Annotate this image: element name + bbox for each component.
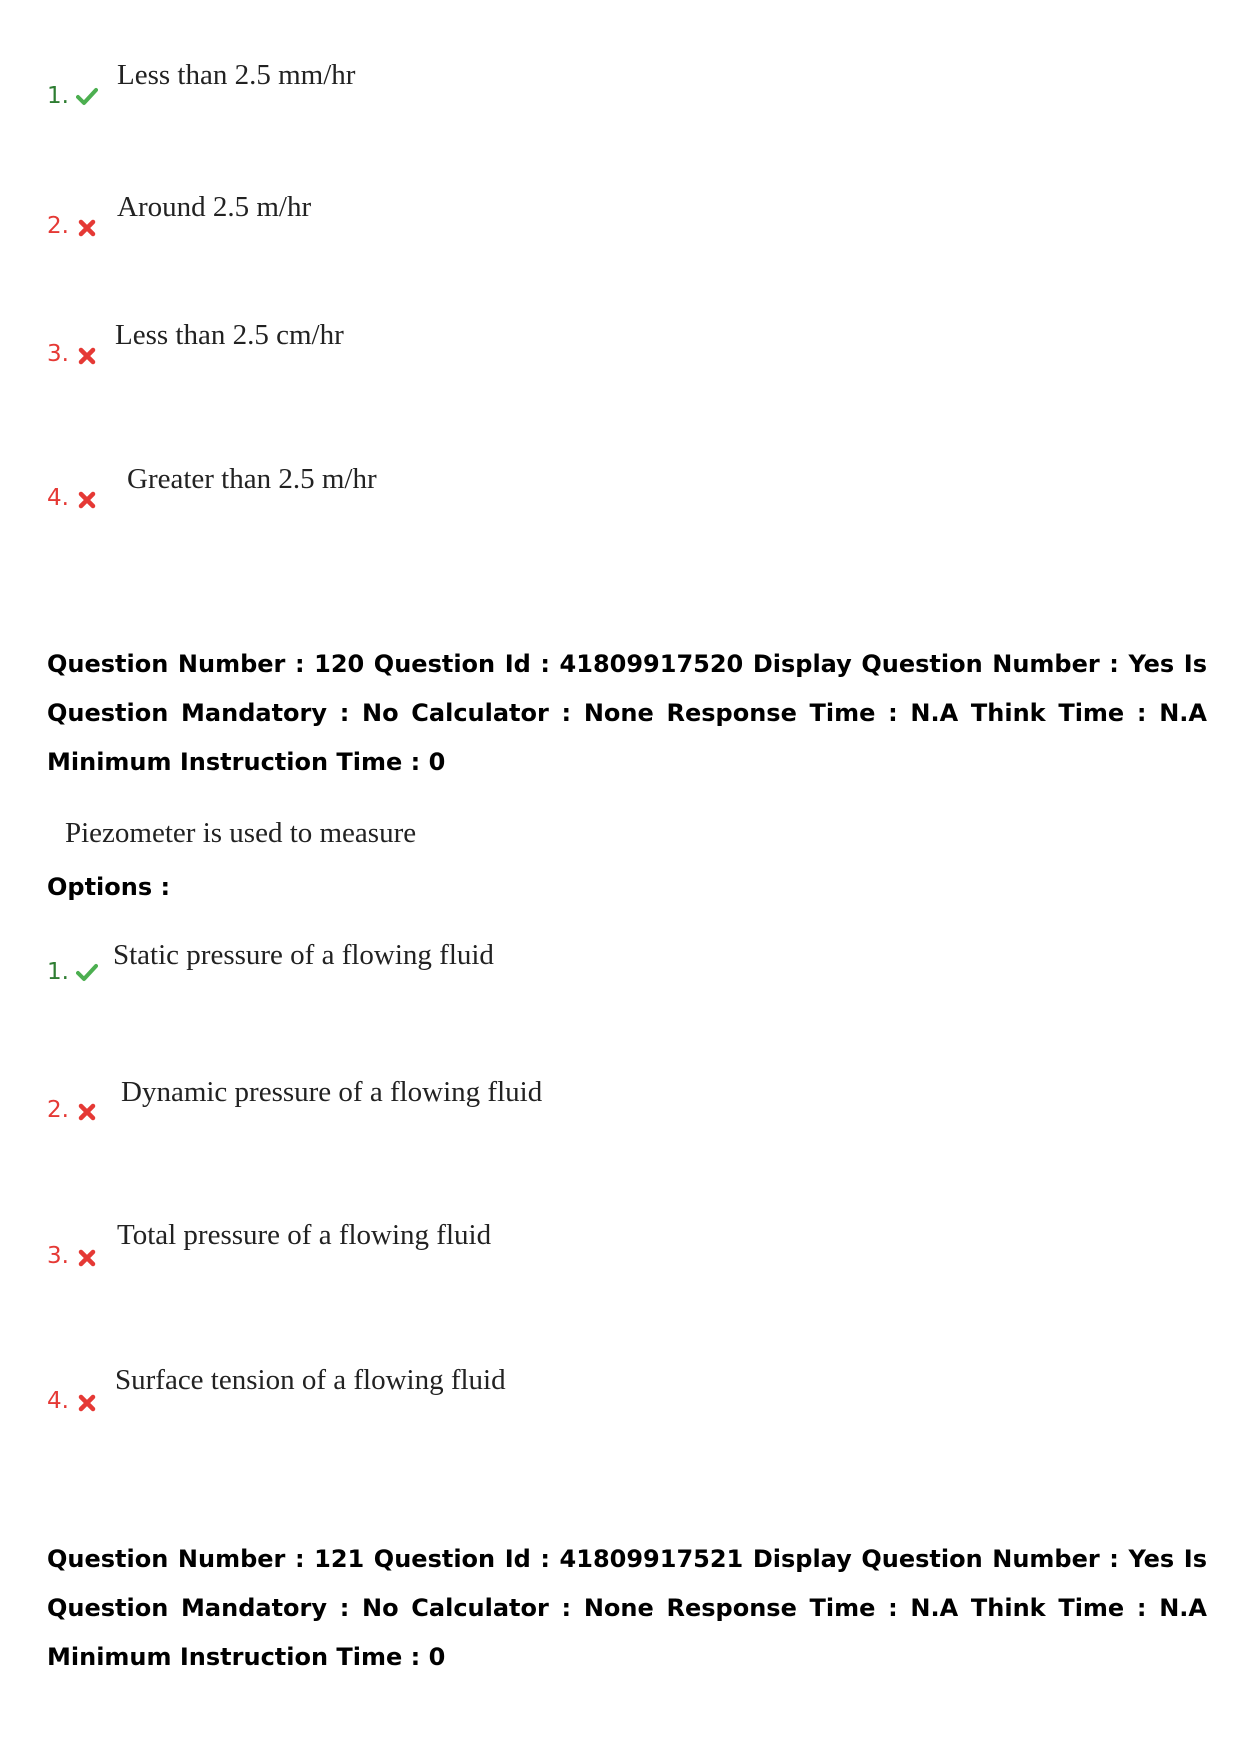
option-text: Less than 2.5 mm/hr — [117, 59, 356, 91]
option-number: 4. — [47, 485, 69, 511]
question-meta: Question Number : 121 Question Id : 41809917521 Display Question Number : Yes Is Question Mandatory : No Calculator : None Response Time : N.A Think Time : N.A Minimum Instruction Time : 0 — [47, 1545, 1207, 1671]
question-text: Piezometer is used to measure — [65, 817, 417, 849]
cross-icon — [76, 489, 98, 511]
option-number: 1. — [47, 83, 69, 109]
option-number: 2. — [47, 213, 69, 239]
option-number: 2. — [47, 1097, 69, 1123]
cross-icon — [76, 1392, 98, 1414]
cross-icon — [76, 1247, 98, 1269]
cross-icon — [76, 217, 98, 239]
option-text: Total pressure of a flowing fluid — [117, 1219, 492, 1251]
option-text: Greater than 2.5 m/hr — [127, 463, 377, 495]
option-text: Static pressure of a flowing fluid — [113, 939, 494, 971]
check-icon — [76, 85, 98, 107]
option-text: Around 2.5 m/hr — [117, 191, 312, 223]
options-label: Options : — [47, 873, 171, 901]
option-number: 1. — [47, 959, 69, 985]
cross-icon — [76, 1101, 98, 1123]
option-number: 3. — [47, 1243, 69, 1269]
option-text: Less than 2.5 cm/hr — [115, 319, 344, 351]
question-meta: Question Number : 120 Question Id : 41809917520 Display Question Number : Yes Is Question Mandatory : No Calculator : None Response Time : N.A Think Time : N.A Minimum Instruction Time : 0 — [47, 650, 1207, 776]
option-text: Surface tension of a flowing fluid — [115, 1364, 506, 1396]
option-number: 4. — [47, 1388, 69, 1414]
cross-icon — [76, 345, 98, 367]
check-icon — [76, 961, 98, 983]
option-text: Dynamic pressure of a flowing fluid — [121, 1076, 543, 1108]
option-number: 3. — [47, 341, 69, 367]
